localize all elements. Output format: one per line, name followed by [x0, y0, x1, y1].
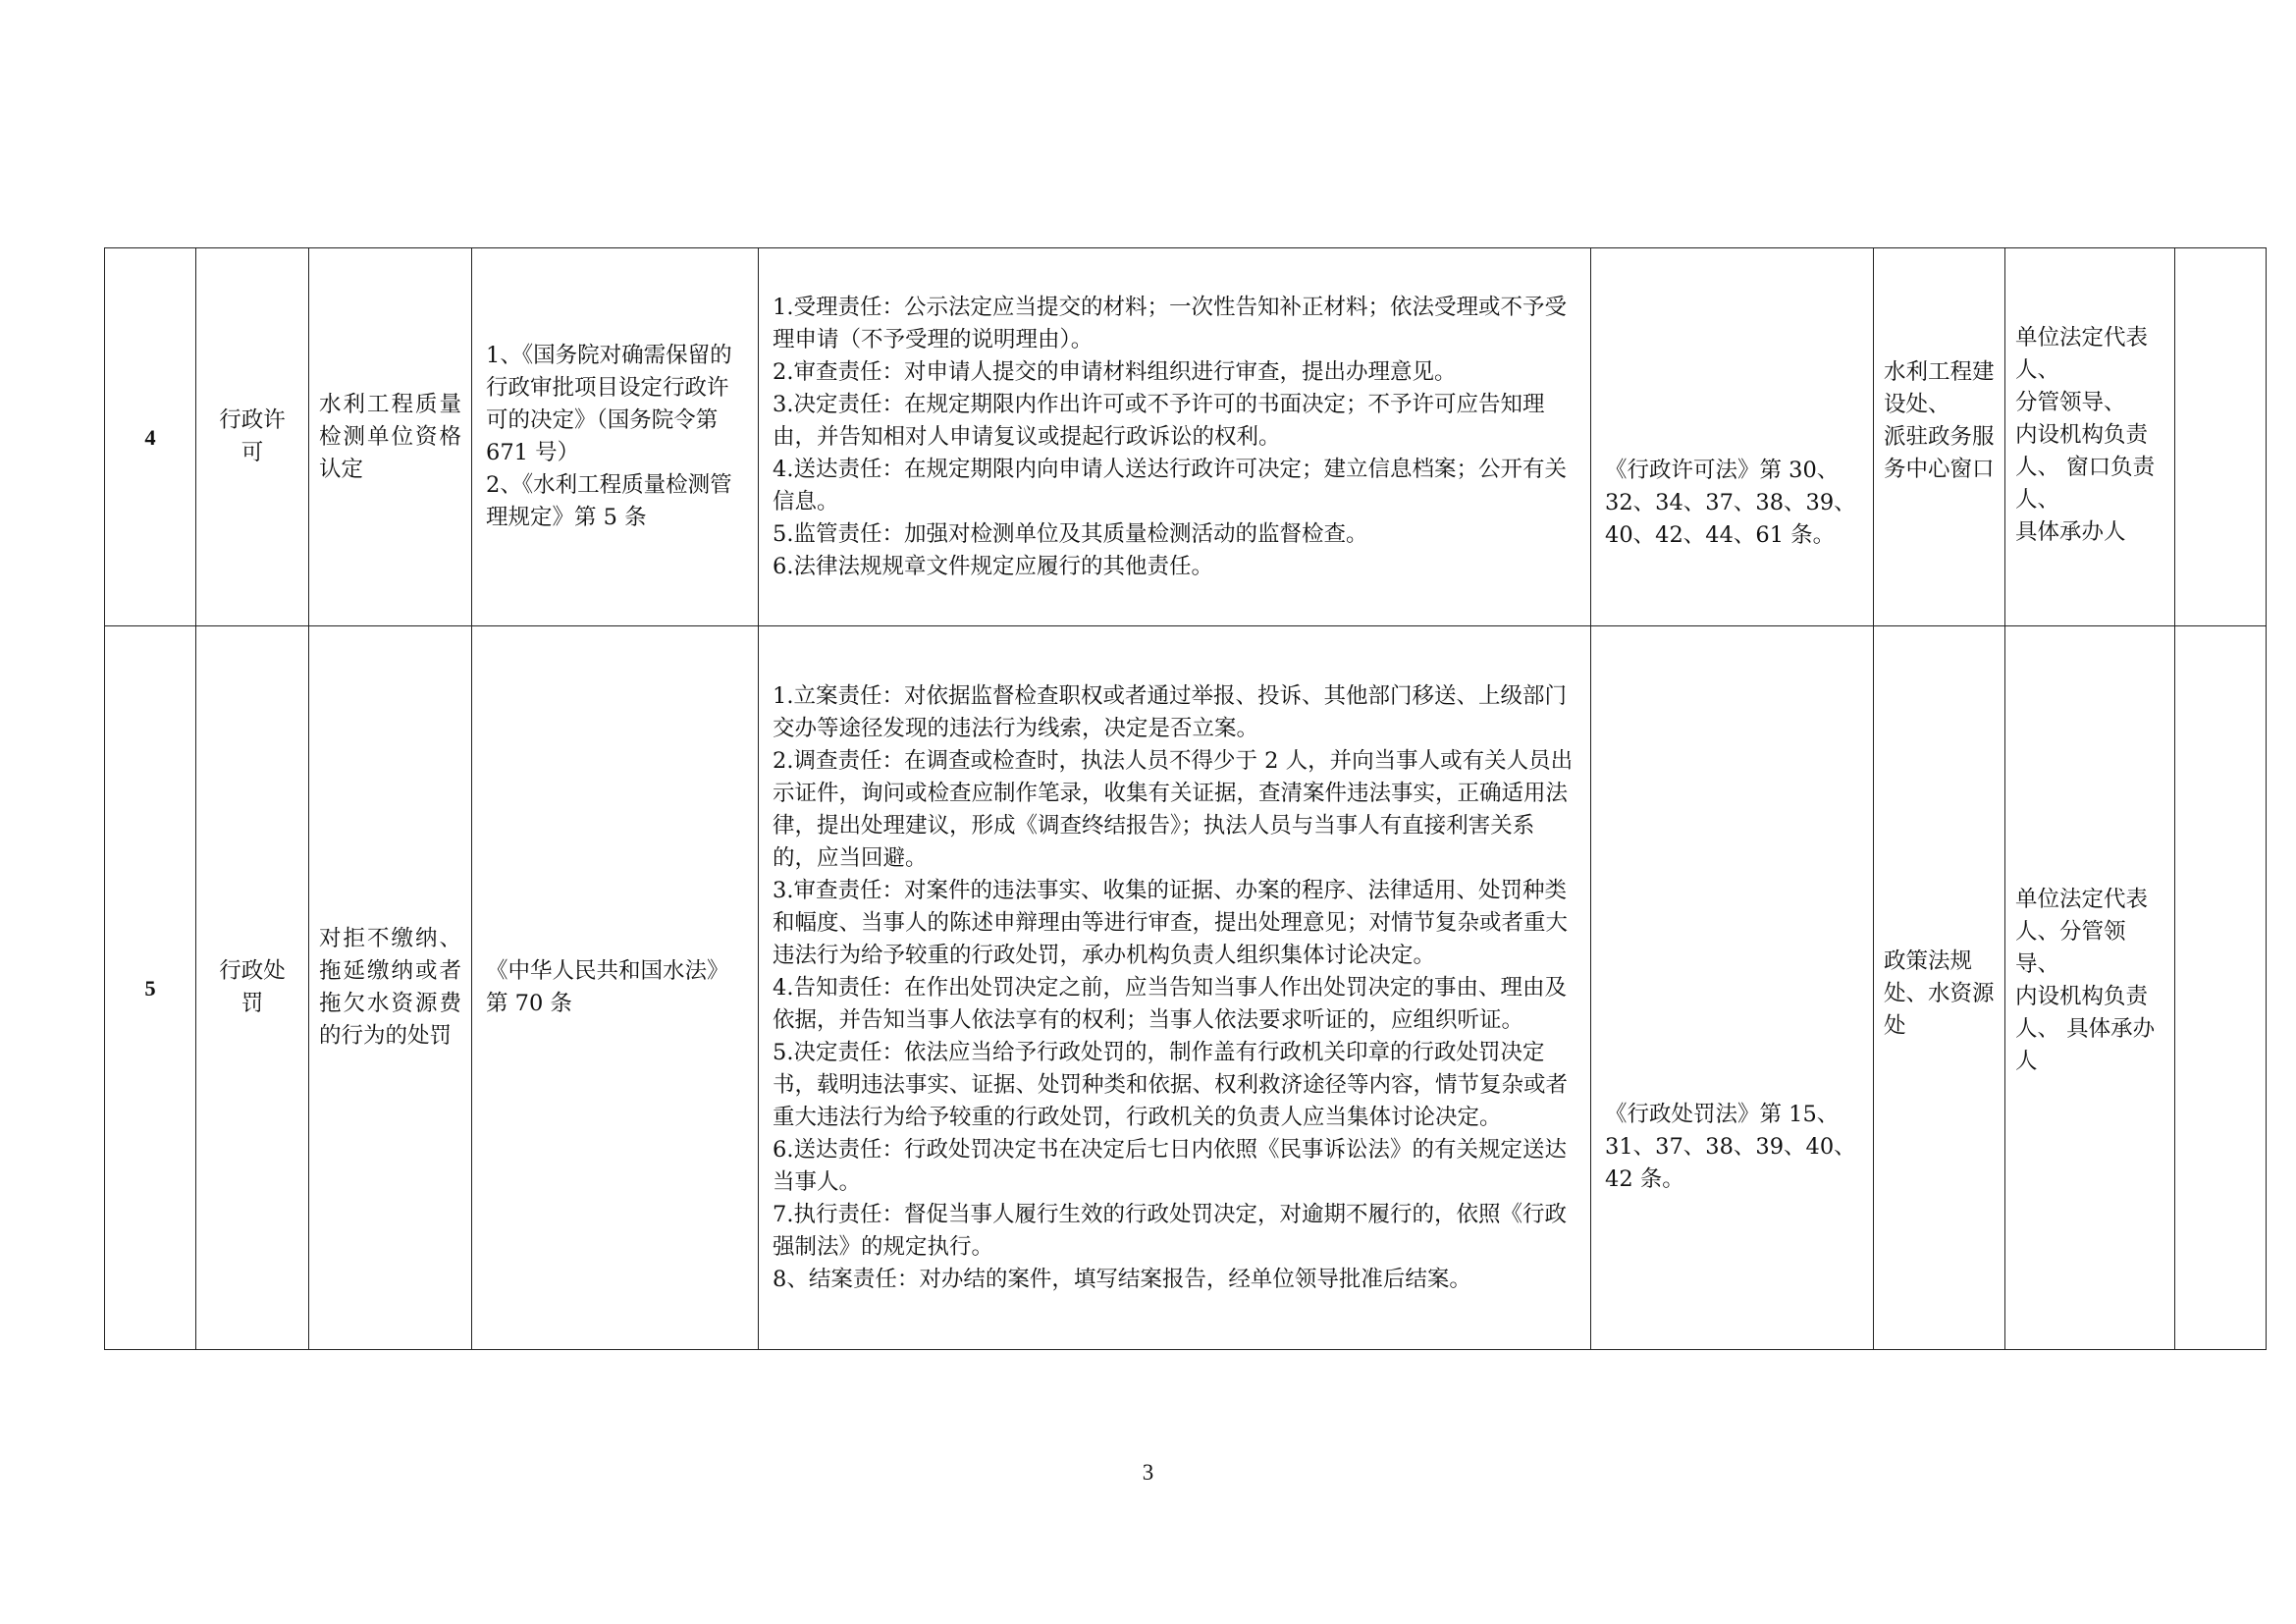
legal-basis-line: 《中华人民共和国水法》第 70 条 [486, 958, 729, 1016]
item-name: 对拒不缴纳、拖延缴纳或者拖欠水资源费的行为的处罚 [319, 926, 461, 1049]
legal-basis-line: 1、《国务院对确需保留的行政审批项目设定行政许可的决定》（国务院令第 671 号） [486, 343, 732, 465]
responsible-person-line: 内设机构负责人、 窗口负责人、 [2015, 422, 2156, 513]
item-type-cell [196, 626, 309, 1350]
department-line: 派驻政务服务中心窗口 [1884, 424, 1995, 482]
legal-basis-cell [472, 626, 759, 1350]
department-cell [1874, 248, 2005, 626]
department-line: 政策法规处、水资源处 [1884, 948, 1995, 1039]
note-cell [2175, 626, 2267, 1350]
law-reference-cell [1591, 248, 1874, 626]
responsibility-item: 8、结案责任：对办结的案件，填写结案报告，经单位领导批准后结案。 [773, 1266, 1471, 1292]
responsibility-item: 2.调查责任：在调查或检查时，执法人员不得少于 2 人，并向当事人或有关人员出示证件，询问或检查应制作笔录，收集有关证据，查清案件违法事实，正确适用法律，提出处理建议，形成《调查终结报告》；执法人员与当事人有直接利害关系的，应当回避。 [773, 747, 1574, 871]
page-number: 3 [1142, 1460, 1154, 1485]
item-number: 5 [105, 626, 196, 1350]
responsible-person-line: 单位法定代表人、 [2015, 325, 2149, 383]
responsibility-item: 3.决定责任：在规定期限内作出许可或不予许可的书面决定；不予许可应告知理由，并告知相对人申请复议或提起行政诉讼的权利。 [773, 392, 1545, 450]
responsible-person-cell [2005, 248, 2175, 626]
legal-basis-cell [472, 248, 759, 626]
item-name: 水利工程质量检测单位资格认定 [319, 391, 461, 482]
item-name-cell [309, 626, 472, 1350]
department-cell [1874, 626, 2005, 1350]
table-row [105, 626, 2267, 1350]
table-row [105, 248, 2267, 626]
responsibility-item: 3.审查责任：对案件的违法事实、收集的证据、办案的程序、法律适用、处罚种类和幅度、当事人的陈述申辩理由等进行审查，提出处理意见；对情节复杂或者重大违法行为给予较重的行政处罚，承办机构负责人组织集体讨论决定。 [773, 877, 1569, 968]
responsible-person-line: 分管领导、 [2015, 390, 2126, 415]
legal-basis-line: 2、《水利工程质量检测管理规定》第 5 条 [486, 472, 732, 530]
responsibility-item: 4.送达责任：在规定期限内向申请人送达行政许可决定；建立信息档案；公开有关信息。 [773, 457, 1567, 514]
responsibility-item: 6.法律法规规章文件规定应履行的其他责任。 [773, 554, 1213, 579]
responsibility-table [104, 247, 2267, 1350]
law-reference-cell [1591, 626, 1874, 1350]
responsible-person-line: 单位法定代表人、分管领导、 [2015, 887, 2149, 977]
item-type-cell [196, 248, 309, 626]
department-line: 水利工程建设处、 [1884, 359, 1995, 417]
responsibility-item: 1.受理责任：公示法定应当提交的材料；一次性告知补正材料；依法受理或不予受理申请（不予受理的说明理由）。 [773, 295, 1567, 352]
responsibility-cell [759, 626, 1591, 1350]
item-type: 行政处罚 [219, 958, 286, 1016]
responsibility-cell [759, 248, 1591, 626]
responsibility-item: 5.决定责任：依法应当给予行政处罚的，制作盖有行政机关印章的行政处罚决定书，载明违法事实、证据、处罚种类和依据、权利救济途径等内容，情节复杂或者重大违法行为给予较重的行政处罚，行政机关的负责人应当集体讨论决定。 [773, 1039, 1569, 1130]
responsible-person-cell [2005, 626, 2175, 1350]
note-cell [2175, 248, 2267, 626]
responsible-person-line: 具体承办人 [2015, 519, 2126, 545]
responsibility-item: 2.审查责任：对申请人提交的申请材料组织进行审查，提出办理意见。 [773, 359, 1457, 385]
responsibility-item: 7.执行责任：督促当事人履行生效的行政处罚决定，对逾期不履行的，依照《行政强制法》的规定执行。 [773, 1201, 1567, 1260]
responsibility-item: 4.告知责任：在作出处罚决定之前，应当告知当事人作出处罚决定的事由、理由及依据，并告知当事人依法享有的权利；当事人依法要求听证的，应组织听证。 [773, 974, 1567, 1033]
item-number: 4 [105, 248, 196, 626]
responsibility-item: 6.送达责任：行政处罚决定书在决定后七日内依照《民事诉讼法》的有关规定送达当事人。 [773, 1136, 1567, 1195]
law-reference: 《行政处罚法》第 15、31、37、38、39、40、42 条。 [1605, 1102, 1856, 1192]
item-name-cell [309, 248, 472, 626]
law-reference: 《行政许可法》第 30、32、34、37、38、39、40、42、44、61 条。 [1605, 457, 1856, 548]
responsible-person-line: 内设机构负责人、 具体承办人 [2015, 984, 2156, 1074]
responsibility-item: 5.监管责任：加强对检测单位及其质量检测活动的监督检查。 [773, 521, 1368, 547]
responsibility-item: 1.立案责任：对依据监督检查职权或者通过举报、投诉、其他部门移送、上级部门交办等途径发现的违法行为线索，决定是否立案。 [773, 682, 1567, 741]
item-type: 行政许可 [219, 407, 286, 465]
